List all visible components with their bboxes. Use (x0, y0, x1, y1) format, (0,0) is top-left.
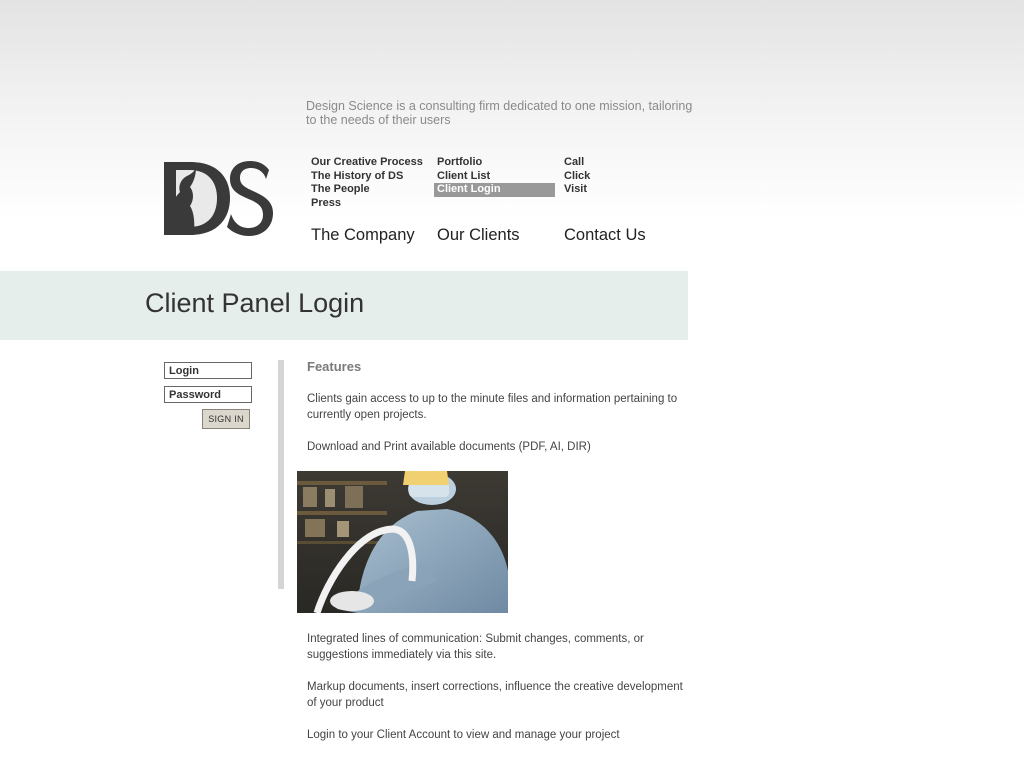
nav-client-list[interactable]: Client List (437, 169, 491, 182)
nav-our-clients[interactable]: Our Clients (437, 226, 520, 244)
page-title: Client Panel Login (145, 288, 365, 318)
login-input[interactable] (164, 362, 252, 379)
contact-submenu (564, 156, 590, 197)
password-input[interactable] (164, 386, 252, 403)
features-paragraph: Download and Print available documents (PDF, AI, DIR) (307, 441, 591, 453)
nav-client-login[interactable]: Client Login (434, 183, 555, 197)
company-submenu (311, 156, 423, 211)
nav-click[interactable]: Click (564, 169, 591, 182)
nav-portfolio[interactable]: Portfolio (437, 156, 483, 168)
nav-history-of-ds[interactable]: The History of DS (311, 169, 404, 182)
nav-the-company[interactable]: The Company (311, 226, 415, 244)
features-paragraph: Integrated lines of communication: Submit changes, comments, or suggestions immediately via this site. (307, 633, 644, 661)
nav-the-people[interactable]: The People (311, 183, 370, 196)
clients-submenu (437, 156, 555, 197)
sign-in-button[interactable]: SIGN IN (202, 409, 250, 429)
nav-call[interactable]: Call (564, 156, 585, 168)
surgeon-photo (297, 471, 508, 613)
ds-logo[interactable] (160, 156, 276, 240)
features-heading: Features (307, 359, 362, 374)
features-paragraph: Markup documents, insert corrections, influence the creative development of your product (307, 681, 683, 709)
features-paragraph: Clients gain access to up to the minute files and information pertaining to currently open projects. (307, 393, 678, 421)
nav-visit[interactable]: Visit (564, 183, 588, 196)
features-paragraph: Login to your Client Account to view and manage your project (307, 729, 620, 741)
content-divider (278, 360, 284, 589)
tagline: Design Science is a consulting firm dedicated to one mission, tailoring to the needs of their users (306, 99, 693, 127)
nav-our-creative-process[interactable]: Our Creative Process (311, 156, 423, 168)
logo-graphic (160, 156, 276, 240)
nav-press[interactable]: Press (311, 197, 341, 210)
nav-contact-us[interactable]: Contact Us (564, 226, 646, 244)
